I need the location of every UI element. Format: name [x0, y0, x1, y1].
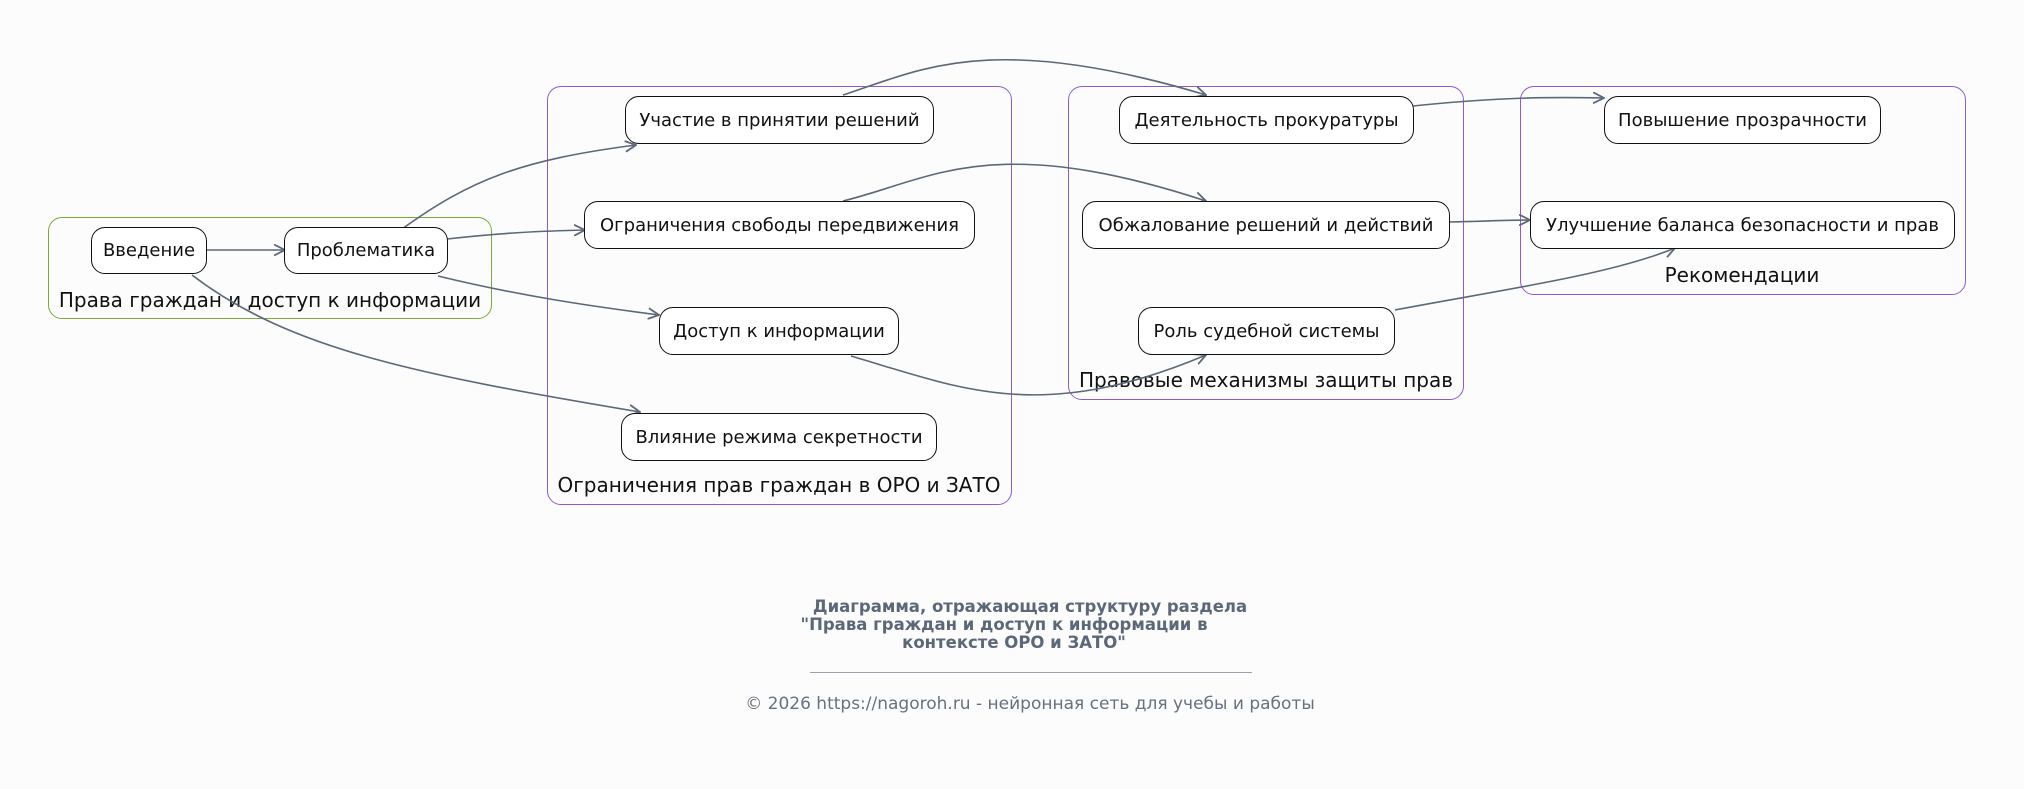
edge-movement-appeal — [843, 164, 1206, 201]
node-problems: Проблематика — [284, 227, 448, 274]
cluster-restrictions-label: Ограничения прав граждан в ОРО и ЗАТО — [557, 473, 1001, 497]
node-prosecutor: Деятельность прокуратуры — [1119, 96, 1414, 144]
edge-intro-secrecy — [192, 275, 640, 412]
edge-appeal-balance — [1449, 220, 1530, 222]
edge-prosecutor-transparency — [1413, 98, 1604, 106]
edge-participation-prosecutor — [843, 60, 1206, 95]
footer-copyright: © 2026 https://nagoroh.ru - нейронная сеть для учебы и работы — [745, 694, 1315, 714]
caption-line-2: "Права граждан и доступ к информации в — [800, 615, 1208, 634]
node-movement: Ограничения свободы передвижения — [584, 201, 975, 249]
node-info-access: Доступ к информации — [659, 307, 899, 355]
edge-problems-info — [438, 276, 659, 315]
edge-problems-movement — [447, 230, 585, 239]
edge-judiciary-balance — [1395, 248, 1675, 310]
node-secrecy: Влияние режима секретности — [621, 413, 937, 461]
cluster-mechanisms-label: Правовые механизмы защиты прав — [1078, 368, 1454, 392]
caption-line-3: контексте ОРО и ЗАТО" — [902, 633, 1126, 652]
caption-line-1: Диаграмма, отражающая структуру раздела — [812, 597, 1248, 616]
node-balance: Улучшение баланса безопасности и прав — [1530, 201, 1955, 249]
edge-info-judiciary — [851, 355, 1206, 395]
caption-divider — [810, 672, 1252, 673]
cluster-recommendations-label: Рекомендации — [1664, 263, 1820, 287]
cluster-rights-label: Права граждан и доступ к информации — [58, 288, 482, 312]
node-transparency: Повышение прозрачности — [1604, 96, 1881, 144]
diagram-caption — [770, 598, 1290, 652]
node-participation: Участие в принятии решений — [625, 96, 934, 144]
node-appeal: Обжалование решений и действий — [1082, 201, 1450, 249]
node-intro: Введение — [91, 227, 207, 274]
node-judiciary: Роль судебной системы — [1138, 307, 1395, 355]
